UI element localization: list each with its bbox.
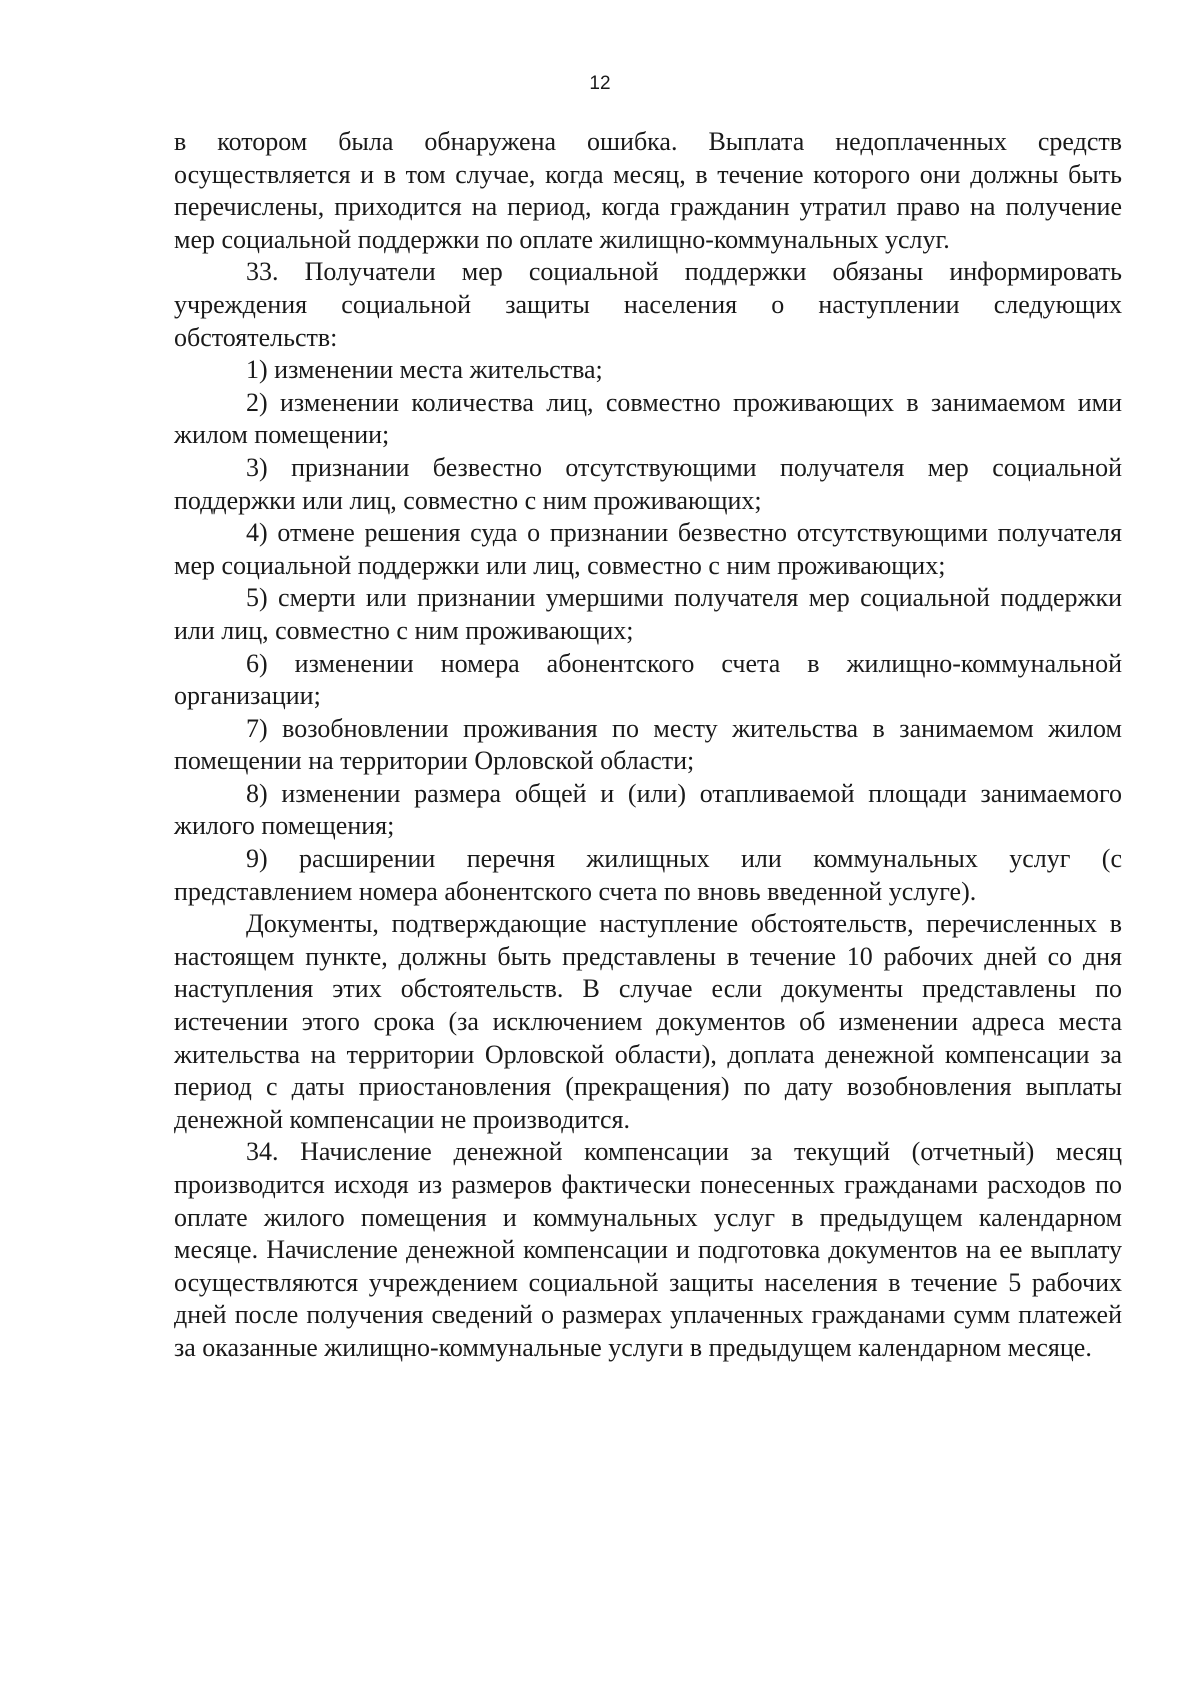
list-item-5: 5) смерти или признании умершими получателя мер социальной поддержки или лиц, совместно с ним проживающих; [174,583,1122,645]
list-item-9: 9) расширении перечня жилищных или коммунальных услуг (с представлением номера абонентского счета по вновь введенной услуге). [174,844,1122,906]
list-item-3: 3) признании безвестно отсутствующими получателя мер социальной поддержки или лиц, совместно с ним проживающих; [174,452,1122,515]
paragraph-documents: Документы, подтверждающие наступление обстоятельств, перечисленных в настоящем пункте, должны быть представлены в течение 10 рабочих дней со дня наступления этих обстоятельств. В случае если документы представлены по истечении этого срока (за исключением документов об изменении адреса места жительства на территории Орловской области), доплата денежной компенсации за период с даты приостановления (прекращения) по дату возобновления выплаты денежной компенсации не производится. [174,909,1122,1134]
document-body [174,126,1122,1365]
list-item-1: 1) изменении места жительства; [246,355,603,385]
paragraph-34: 34. Начисление денежной компенсации за текущий (отчетный) месяц производится исходя из размеров фактически понесенных гражданами расходов по оплате жилого помещения и коммунальных услуг в предыдущем календарном месяце. Начисление денежной компенсации и подготовка документов на ее выплату осуществляются учреждением социальной защиты населения в течение 5 рабочих дней после получения сведений о размерах уплаченных гражданами сумм платежей за оказанные жилищно-коммунальные услуги в предыдущем календарном месяце. [174,1137,1122,1362]
paragraph-continuation: в котором была обнаружена ошибка. Выплата недоплаченных средств осуществляется и в том случае, когда месяц, в течение которого они должны быть перечислены, приходится на период, когда гражданин утратил право на получение мер социальной поддержки по оплате жилищно-коммунальных услуг. [174,127,1122,254]
list-item-6: 6) изменении номера абонентского счета в жилищно-коммунальной организации; [174,648,1122,711]
list-item-4: 4) отмене решения суда о признании безвестно отсутствующими получателя мер социальной поддержки или лиц, совместно с ним проживающих; [174,518,1122,580]
page-number: 12 [589,73,611,94]
list-item-7: 7) возобновлении проживания по месту жительства в занимаемом жилом помещении на территории Орловской области; [174,713,1122,776]
paragraph-33-intro: 33. Получатели мер социальной поддержки обязаны информировать учреждения социальной защиты населения о наступлении следующих обстоятельств: [174,257,1122,352]
list-item-8: 8) изменении размера общей и (или) отапливаемой площади занимаемого жилого помещения; [174,778,1122,841]
list-item-2: 2) изменении количества лиц, совместно проживающих в занимаемом ими жилом помещении; [174,387,1122,450]
